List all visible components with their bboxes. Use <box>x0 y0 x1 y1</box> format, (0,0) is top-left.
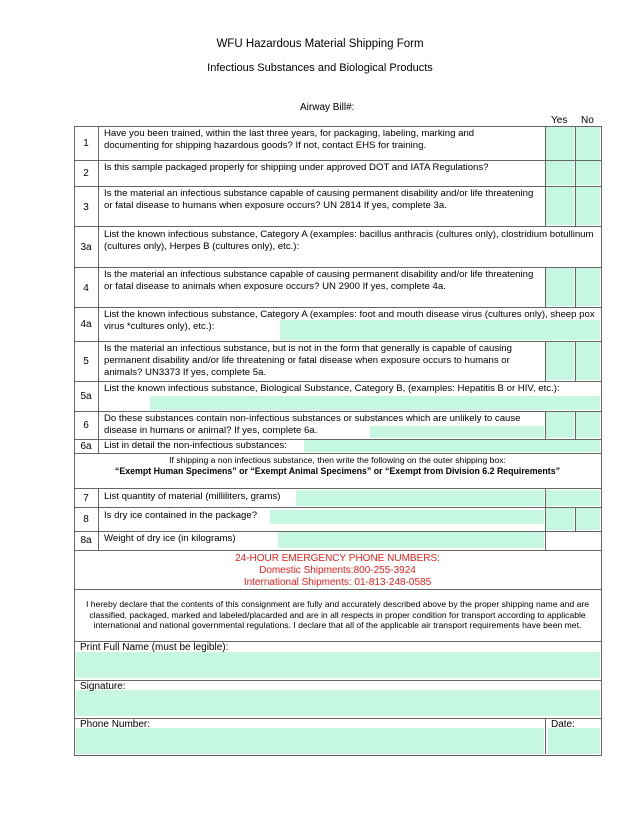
q3a-text: List the known infectious substance, Category A (examples: bacillus anthracis (cultures only), clostridium botullinum (cultures only), Herpes B (cultures only), etc.): <box>104 229 594 252</box>
q7-text: List quantity of material (milliliters, grams) <box>104 491 281 502</box>
q8a-text: Weight of dry ice (in kilograms) <box>104 533 236 544</box>
no-column-header: No <box>581 115 594 126</box>
q4a-number: 4a <box>80 319 92 330</box>
q4a-text: List the known infectious substance, Category A (examples: foot and mouth disease virus (cultures only), sheep pox virus *cultures only), etc.): <box>104 309 595 332</box>
date-label: Date: <box>551 719 575 730</box>
q7-number: 7 <box>83 493 89 504</box>
q5-text: Is the material an infectious substance, but is not in the form that generally is capable of causing permanent disability and/or life threatening or fatal disease when exposure occurs to humans or animals? UN3373 If yes, complete 5a. <box>104 343 512 378</box>
signature-label: Signature: <box>80 681 126 692</box>
yes-column-header: Yes <box>551 115 568 126</box>
q6-text: Do these substances contain non-infectious substances or substances which are unlikely to cause disease in humans or animal? If yes, complete 6a. <box>104 413 521 436</box>
q6-number: 6 <box>83 420 89 431</box>
full-name-label: Print Full Name (must be legible): <box>80 642 229 653</box>
q6a-text: List in detail the non-infectious substances: <box>104 440 287 451</box>
q2-text: Is this sample packaged properly for shipping under approved DOT and IATA Regulations? <box>104 162 489 173</box>
q5-number: 5 <box>83 356 89 367</box>
q6a-number: 6a <box>80 441 92 452</box>
emergency-title: 24-HOUR EMERGENCY PHONE NUMBERS: <box>235 553 440 564</box>
q1-number: 1 <box>83 138 89 149</box>
form-title: WFU Hazardous Material Shipping Form <box>216 38 424 50</box>
q8-text: Is dry ice contained in the package? <box>104 510 258 521</box>
exempt-instruction: If shipping a non infectious substance, then write the following on the outer shipping box: <box>169 455 506 465</box>
q4-text: Is the material an infectious substance capable of causing permanent disability and/or life threatening or fatal disease to animals when exposure occurs? UN 2900 If yes, complete 4a. <box>104 269 534 292</box>
q4-number: 4 <box>83 283 89 294</box>
q8-number: 8 <box>83 514 89 525</box>
airway-bill-label: Airway Bill#: <box>300 102 355 113</box>
emergency-international: International Shipments: 01-813-248-0585 <box>243 577 432 588</box>
emergency-domestic: Domestic Shipments:800-255-3924 <box>259 565 416 576</box>
q2-number: 2 <box>83 168 89 179</box>
q8a-number: 8a <box>80 535 92 546</box>
q3-number: 3 <box>83 202 89 213</box>
declaration-text: I hereby declare that the contents of this consignment are fully and accurately described above by the proper shipping name and are classified, packaged, marked and labeled/placarded and are in all respects in proper condition for transport according to applicable international and national governmental regulations. I declare that all of the applicable air transport requirements have been met. <box>85 599 590 630</box>
q5a-number: 5a <box>80 391 92 402</box>
form-subtitle: Infectious Substances and Biological Products <box>207 62 433 74</box>
q3a-number: 3a <box>80 242 92 253</box>
exempt-labels: “Exempt Human Specimens” or “Exempt Animal Specimens” or “Exempt from Division 6.2 Requirements” <box>114 466 561 476</box>
q3-text: Is the material an infectious substance capable of causing permanent disability and/or life threatening or fatal disease to humans when exposure occurs? UN 2814 If yes, complete 3a. <box>104 188 534 211</box>
q5a-text: List the known infectious substance, Biological Substance, Category B, (examples: Hepatitis B or HIV, etc.): <box>104 383 560 394</box>
phone-number-label: Phone Number: <box>80 719 151 730</box>
q1-text: Have you been trained, within the last three years, for packaging, labeling, marking and documenting for shipping hazardous goods? If not, contact EHS for training. <box>104 128 475 151</box>
